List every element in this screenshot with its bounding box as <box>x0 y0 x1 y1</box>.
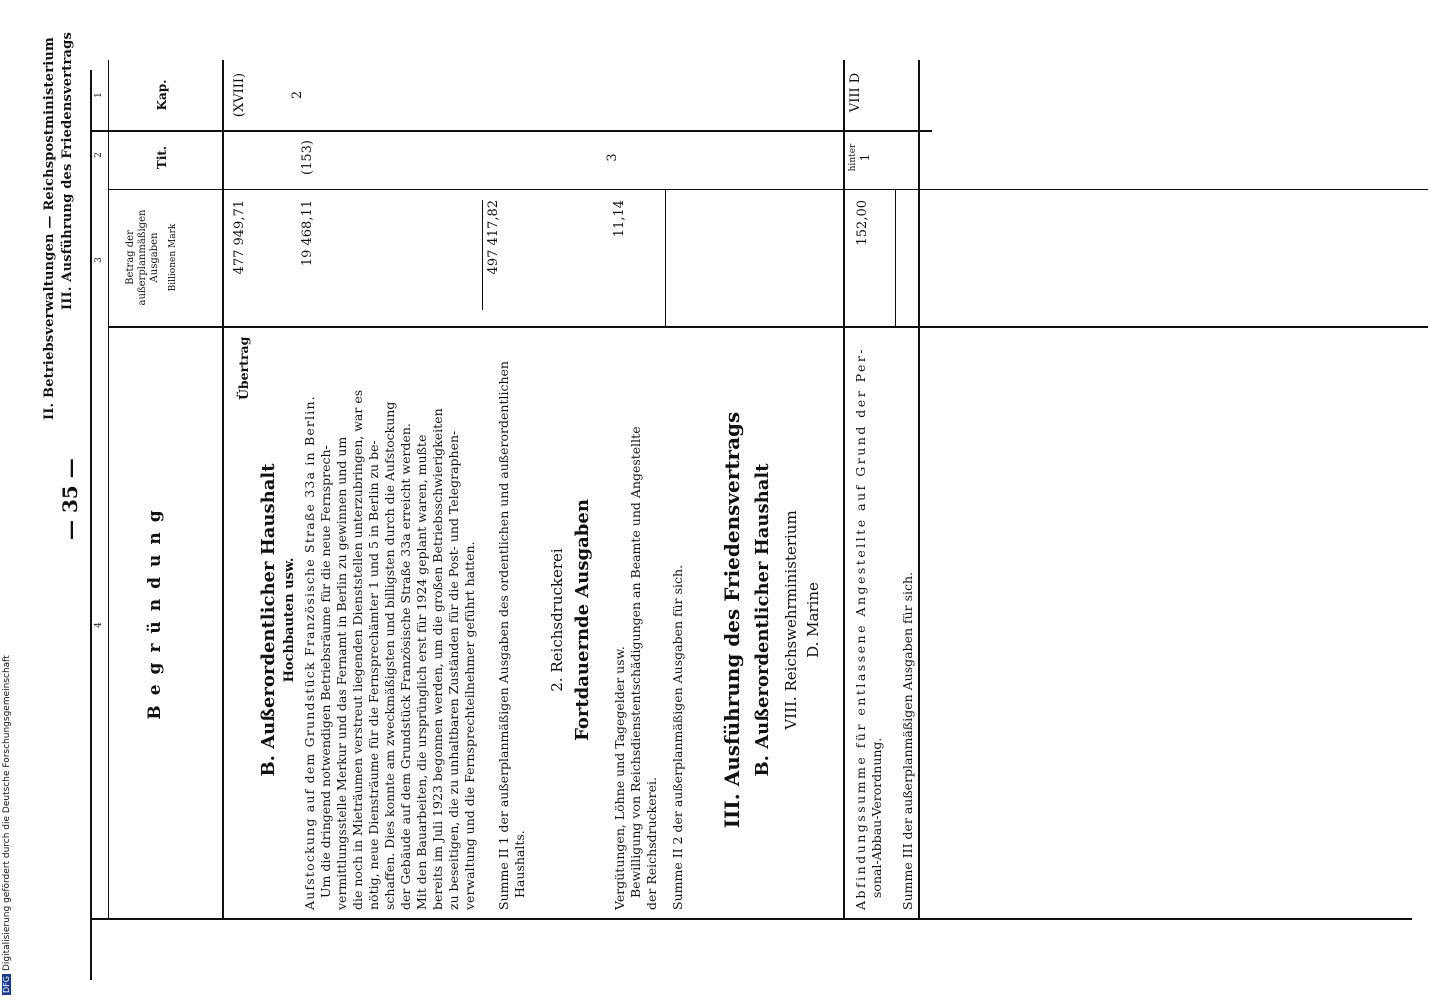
summe-ii1-line: Summe II 1 der außerplanmäßigen Ausgaben des ordentlichen und außerordentlichen <box>496 361 511 910</box>
col-header-kap: Kap. <box>155 79 169 111</box>
ministry-heading: II. Betriebsverwaltungen — Reichspostministerium <box>42 36 57 420</box>
digitization-credit <box>2 655 12 995</box>
col-number-4: 4 <box>94 622 104 628</box>
aufstockung-paragraph <box>302 340 478 910</box>
abfindung-line: sonal-Abbau-Verordnung. <box>869 737 884 898</box>
summe-ii2: Summe II 2 der außerplanmäßigen Ausgaben für sich. <box>670 564 685 910</box>
section-b-heading: B. Außerordentlicher Haushalt <box>258 463 279 777</box>
uebertrag-label: Übertrag <box>236 336 251 400</box>
col-rule-4 <box>108 326 1428 328</box>
tit-153: (153) <box>300 140 315 175</box>
amount-11: 11,14 <box>612 200 627 238</box>
aufstockung-line: vermittlungsstelle Merkur und das Fernamt in Berlin zu gewinnen und um <box>334 436 349 910</box>
summe-iii: Summe III der außerplanmäßigen Ausgaben für sich. <box>900 571 915 910</box>
summe-ii1 <box>496 340 528 910</box>
amount-uebertrag: 477 949,71 <box>232 200 247 275</box>
tit-1: 1 <box>858 153 872 162</box>
page-number: — 35 — <box>58 458 82 540</box>
aufstockung-line: die noch in Mieträumen verstreut liegenden Dienststellen unterzubringen, war es <box>350 389 365 910</box>
col-rule-1 <box>92 918 1412 920</box>
aufstockung-line: zu beseitigen, die zu unhaltbaren Zuständen für die Post- und Telegraphen- <box>446 430 461 910</box>
verguetungen-line: Vergütungen, Löhne und Tagegelder usw. <box>612 646 627 910</box>
verguetungen-line: der Reichsdruckerei. <box>644 777 659 910</box>
amount-header-line-3: Ausgaben <box>149 232 160 283</box>
amount-sum-ii1: 497 417,82 <box>486 200 501 275</box>
col-number-1: 1 <box>94 92 104 98</box>
section-iii-heading: III. Ausführung des Friedensvertrags <box>720 411 744 829</box>
kap-viii-d: VIII D <box>848 72 863 113</box>
aufstockung-line: Um die dringend notwendigen Betriebsräume für die neue Fernsprech- <box>318 445 333 898</box>
col-number-2: 2 <box>94 152 104 158</box>
col-number-3: 3 <box>94 257 104 263</box>
aufstockung-line: bereits im Juli 1923 begonnen werden, um die großen Betriebsschwierigkeiten <box>430 408 445 910</box>
aufstockung-line: schaffen. Dies konnte am zweckmäßigsten und billigsten durch die Aufstockung <box>382 401 397 910</box>
table-rule-viii <box>843 60 845 920</box>
aufstockung-line: verwaltung und die Fernsprechteilnehmer geführt hatten. <box>462 541 477 910</box>
verguetungen-paragraph <box>612 340 660 910</box>
abfindung-line: Abfindungssumme für entlassene Angestellte auf Grund der Per- <box>853 346 868 910</box>
dfg-logo: DFG <box>2 976 11 993</box>
header-rule-top <box>90 70 92 980</box>
amount-unit: Billionen Mark <box>168 223 178 292</box>
hochbauten-heading: Hochbauten usw. <box>282 557 297 683</box>
aufstockung-line: Aufstockung auf dem Grundstück Französische Straße 33a in Berlin. <box>302 395 317 910</box>
fortdauernde-heading: Fortdauernde Ausgaben <box>572 499 593 741</box>
d-marine-heading: D. Marine <box>804 582 822 658</box>
verguetungen-line: Bewilligung von Reichsdienstentschädigungen an Beamte und Angestellte <box>628 426 643 898</box>
sum-rule-ii1 <box>482 200 483 310</box>
col-rule-2 <box>92 130 932 132</box>
digitization-credit-text: Digitalisierung gefördert durch die Deutsche Forschungsgemeinschaft <box>2 655 12 972</box>
section-iii-b-heading: B. Außerordentlicher Haushalt <box>752 463 773 777</box>
reichsdruckerei-heading: 2. Reichsdruckerei <box>548 548 566 692</box>
sum-rule-ii2 <box>665 190 666 328</box>
aufstockung-line: Mit den Bauarbeiten, die ursprünglich erst für 1924 geplant waren, mußte <box>414 434 429 910</box>
tit-hinter-1 <box>848 130 872 185</box>
section-subheading: III. Ausführung des Friedensvertrags <box>60 32 75 310</box>
aufstockung-line: nötig, neue Diensträume für die Fernsprechämter 1 und 5 in Berlin zu be- <box>366 440 381 910</box>
sum-rule-iii <box>895 190 896 328</box>
table-rule-bottom <box>918 60 920 920</box>
kap-xviii: (XVIII) <box>232 72 247 118</box>
abfindung-paragraph <box>853 340 885 910</box>
col-header-amount <box>125 195 179 320</box>
col-rule-3 <box>108 189 1428 190</box>
amount-header-line-2: außerplanmäßigen <box>137 209 148 306</box>
summe-ii1-line: Haushalts. <box>512 830 527 898</box>
amount-19468: 19 468,11 <box>300 200 315 267</box>
col-header-tit: Tit. <box>155 145 169 170</box>
aufstockung-line: der Gebäude auf dem Grundstück Französische Straße 33a erreicht werden. <box>398 423 413 910</box>
viii-heading: VIII. Reichswehrministerium <box>782 510 800 730</box>
amount-header-line-1: Betrag der <box>125 230 136 285</box>
kap-2: 2 <box>290 90 305 100</box>
tit-hinter: hinter <box>848 143 858 172</box>
tit-3: 3 <box>605 153 620 162</box>
amount-152: 152,00 <box>855 200 870 246</box>
col-header-begruendung: Begründung <box>145 500 165 720</box>
